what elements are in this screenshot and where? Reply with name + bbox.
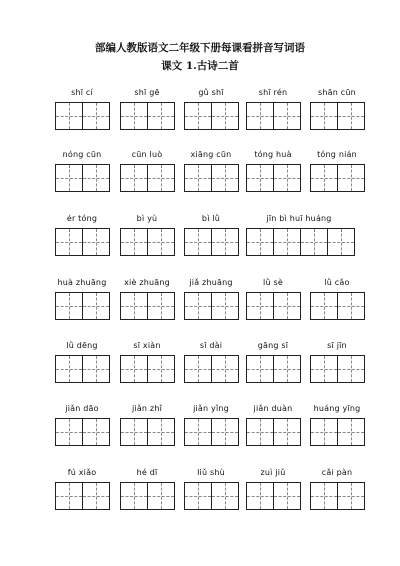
pinyin-label: bì yù <box>136 214 158 223</box>
tianzige-cell[interactable] <box>184 418 212 446</box>
tianzige-cell[interactable] <box>246 292 274 320</box>
tianzige-cell[interactable] <box>120 292 148 320</box>
exercise-row <box>0 341 400 381</box>
pinyin-label: lǜ cǎo <box>324 278 350 287</box>
tianzige-cell[interactable] <box>211 292 239 320</box>
tianzige-cell[interactable] <box>147 292 175 320</box>
writing-boxes <box>310 355 364 383</box>
tianzige-cell[interactable] <box>147 482 175 510</box>
pinyin-label: jiǎn zhǐ <box>131 404 163 413</box>
tianzige-cell[interactable] <box>273 355 301 383</box>
writing-boxes <box>184 102 238 130</box>
tianzige-cell[interactable] <box>55 102 83 130</box>
tianzige-cell[interactable] <box>55 164 83 192</box>
tianzige-cell[interactable] <box>327 228 355 256</box>
tianzige-cell[interactable] <box>310 482 338 510</box>
writing-boxes <box>310 418 364 446</box>
tianzige-cell[interactable] <box>310 292 338 320</box>
tianzige-cell[interactable] <box>184 292 212 320</box>
writing-boxes <box>184 228 238 256</box>
tianzige-cell[interactable] <box>82 482 110 510</box>
writing-boxes <box>55 102 109 130</box>
pinyin-label: jiǎ zhuāng <box>189 278 233 287</box>
writing-boxes <box>246 228 354 256</box>
pinyin-label: gǔ shī <box>198 88 224 97</box>
pinyin-label: xiè zhuāng <box>124 278 170 287</box>
tianzige-cell[interactable] <box>55 355 83 383</box>
tianzige-cell[interactable] <box>55 418 83 446</box>
pinyin-label: lǜ dēng <box>66 341 98 350</box>
tianzige-cell[interactable] <box>211 418 239 446</box>
writing-boxes <box>120 482 174 510</box>
writing-boxes <box>246 292 300 320</box>
writing-boxes <box>120 292 174 320</box>
tianzige-cell[interactable] <box>184 102 212 130</box>
tianzige-cell[interactable] <box>273 292 301 320</box>
exercise-row <box>0 214 400 254</box>
pinyin-label: xiāng cūn <box>190 150 232 159</box>
tianzige-cell[interactable] <box>147 228 175 256</box>
tianzige-cell[interactable] <box>300 228 328 256</box>
writing-boxes <box>184 355 238 383</box>
pinyin-label: cūn luò <box>131 150 163 159</box>
tianzige-cell[interactable] <box>246 355 274 383</box>
tianzige-cell[interactable] <box>273 482 301 510</box>
pinyin-label: bì lǜ <box>201 214 221 223</box>
pinyin-label: fú xiǎo <box>67 468 97 477</box>
exercise-row <box>0 278 400 318</box>
tianzige-cell[interactable] <box>337 418 365 446</box>
pinyin-label: shī gē <box>134 88 160 97</box>
writing-boxes <box>310 482 364 510</box>
tianzige-cell[interactable] <box>337 355 365 383</box>
writing-boxes <box>246 164 300 192</box>
writing-boxes <box>55 164 109 192</box>
tianzige-cell[interactable] <box>211 228 239 256</box>
exercise-row <box>0 404 400 444</box>
pinyin-label: shān cūn <box>318 88 356 97</box>
tianzige-cell[interactable] <box>184 228 212 256</box>
tianzige-cell[interactable] <box>246 228 274 256</box>
tianzige-cell[interactable] <box>120 355 148 383</box>
exercise-row <box>0 88 400 128</box>
writing-boxes <box>55 482 109 510</box>
tianzige-cell[interactable] <box>147 102 175 130</box>
tianzige-cell[interactable] <box>184 164 212 192</box>
writing-boxes <box>184 482 238 510</box>
tianzige-cell[interactable] <box>246 102 274 130</box>
writing-boxes <box>55 292 109 320</box>
tianzige-cell[interactable] <box>82 228 110 256</box>
tianzige-cell[interactable] <box>120 482 148 510</box>
tianzige-cell[interactable] <box>55 228 83 256</box>
writing-boxes <box>120 102 174 130</box>
pinyin-label: jiǎn yǐng <box>193 404 229 413</box>
pinyin-label: jiǎn duàn <box>253 404 293 413</box>
exercise-row <box>0 468 400 508</box>
writing-boxes <box>184 418 238 446</box>
writing-boxes <box>246 102 300 130</box>
pinyin-label: sī dài <box>199 341 223 350</box>
pinyin-label: huáng yīng <box>313 404 361 413</box>
writing-boxes <box>184 292 238 320</box>
tianzige-cell[interactable] <box>82 292 110 320</box>
tianzige-cell[interactable] <box>120 418 148 446</box>
tianzige-cell[interactable] <box>55 292 83 320</box>
tianzige-cell[interactable] <box>337 164 365 192</box>
pinyin-label: hé dī <box>136 468 158 477</box>
pinyin-label: tóng huà <box>254 150 292 159</box>
tianzige-cell[interactable] <box>184 355 212 383</box>
pinyin-label: cǎi pàn <box>321 468 353 477</box>
tianzige-cell[interactable] <box>120 228 148 256</box>
tianzige-cell[interactable] <box>147 355 175 383</box>
tianzige-cell[interactable] <box>273 418 301 446</box>
pinyin-label: tóng nián <box>317 150 357 159</box>
writing-boxes <box>120 228 174 256</box>
pinyin-label: ér tóng <box>66 214 98 223</box>
tianzige-cell[interactable] <box>246 482 274 510</box>
tianzige-cell[interactable] <box>82 355 110 383</box>
writing-boxes <box>246 355 300 383</box>
pinyin-label: sī jīn <box>327 341 347 350</box>
tianzige-cell[interactable] <box>147 418 175 446</box>
page-title: 部编人教版语文二年级下册每课看拼音写词语 <box>95 42 305 54</box>
tianzige-cell[interactable] <box>273 102 301 130</box>
pinyin-label: shī cí <box>71 88 93 97</box>
tianzige-cell[interactable] <box>211 355 239 383</box>
lesson-subtitle: 课文 1.古诗二首 <box>161 60 239 72</box>
tianzige-cell[interactable] <box>310 355 338 383</box>
pinyin-label: jiǎn dāo <box>65 404 99 413</box>
pinyin-label: zuì jiǔ <box>260 468 286 477</box>
writing-boxes <box>310 292 364 320</box>
writing-boxes <box>310 102 364 130</box>
pinyin-label: lǜ sè <box>263 278 283 287</box>
pinyin-label: huà zhuāng <box>57 278 107 287</box>
tianzige-cell[interactable] <box>273 228 301 256</box>
writing-boxes <box>310 164 364 192</box>
tianzige-cell[interactable] <box>82 418 110 446</box>
writing-boxes <box>55 355 109 383</box>
pinyin-label: shī rén <box>258 88 288 97</box>
writing-boxes <box>246 418 300 446</box>
exercise-row <box>0 150 400 190</box>
pinyin-label: liǔ shù <box>197 468 225 477</box>
tianzige-cell[interactable] <box>147 164 175 192</box>
writing-boxes <box>120 164 174 192</box>
writing-boxes <box>55 418 109 446</box>
tianzige-cell[interactable] <box>246 418 274 446</box>
tianzige-cell[interactable] <box>120 164 148 192</box>
writing-boxes <box>246 482 300 510</box>
tianzige-cell[interactable] <box>337 292 365 320</box>
tianzige-cell[interactable] <box>82 164 110 192</box>
tianzige-cell[interactable] <box>337 482 365 510</box>
tianzige-cell[interactable] <box>211 164 239 192</box>
tianzige-cell[interactable] <box>273 164 301 192</box>
writing-boxes <box>55 228 109 256</box>
tianzige-cell[interactable] <box>310 102 338 130</box>
writing-boxes <box>120 418 174 446</box>
pinyin-label: jīn bì huī huáng <box>266 214 332 223</box>
pinyin-label: sī xiàn <box>133 341 161 350</box>
pinyin-label: gāng sī <box>257 341 289 350</box>
pinyin-label: nóng cūn <box>62 150 102 159</box>
tianzige-cell[interactable] <box>184 482 212 510</box>
tianzige-cell[interactable] <box>120 102 148 130</box>
tianzige-cell[interactable] <box>310 418 338 446</box>
writing-boxes <box>120 355 174 383</box>
tianzige-cell[interactable] <box>211 482 239 510</box>
tianzige-cell[interactable] <box>211 102 239 130</box>
tianzige-cell[interactable] <box>310 164 338 192</box>
tianzige-cell[interactable] <box>246 164 274 192</box>
tianzige-cell[interactable] <box>337 102 365 130</box>
writing-boxes <box>184 164 238 192</box>
tianzige-cell[interactable] <box>82 102 110 130</box>
tianzige-cell[interactable] <box>55 482 83 510</box>
